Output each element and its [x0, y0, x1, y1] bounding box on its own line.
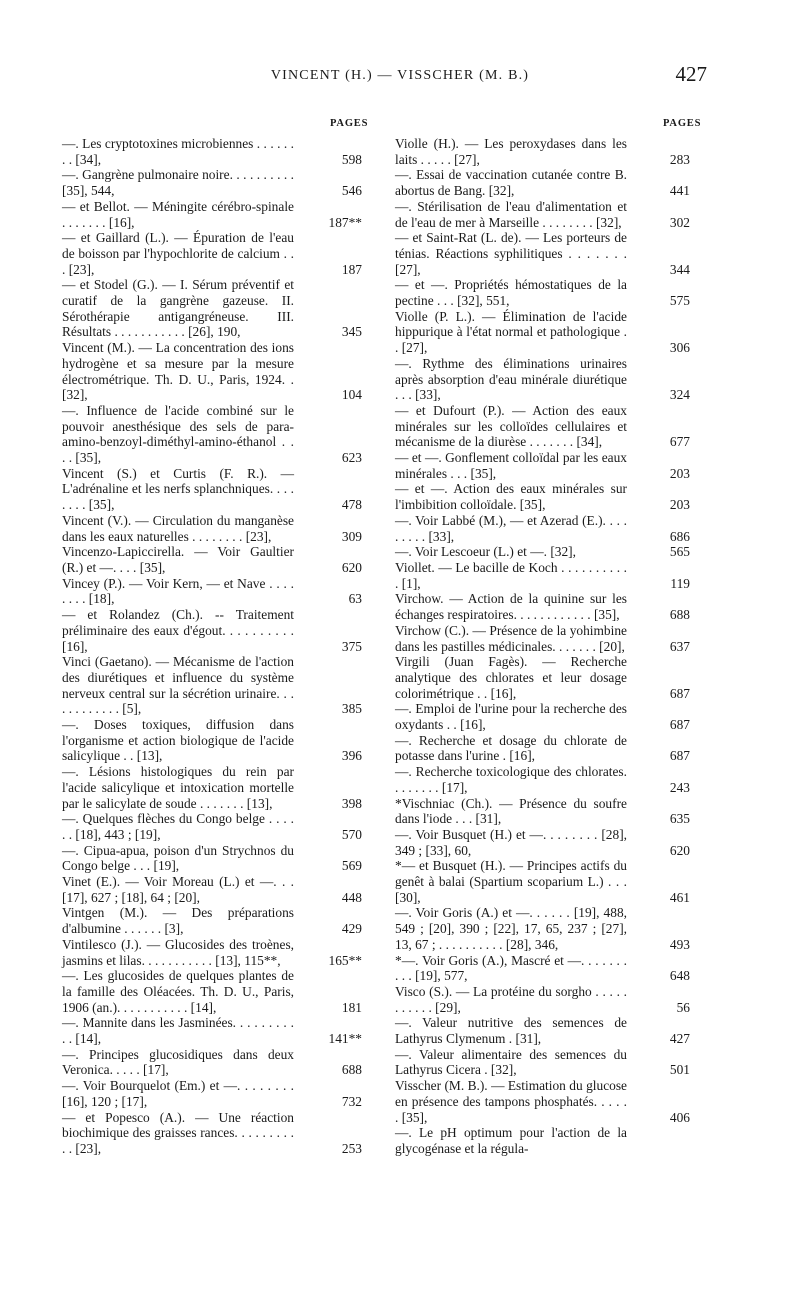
- entry-page-number: 635: [669, 811, 690, 827]
- index-entry: [395, 403, 690, 450]
- entry-page-number: 283: [669, 151, 690, 167]
- entry-text: Vincent (M.). — La concentration des ions hydrogène et sa mesure par la mesure électrométrique. Th. D. U., Paris, 1924. . [32],: [62, 340, 294, 403]
- entry-text: Virgili (Juan Fagès). — Recherche analytique des chlorates et leur dosage colorimétrique . . [16],: [395, 654, 627, 701]
- pages-column-label-right: PAGES: [663, 118, 702, 129]
- entry-page-number: 688: [341, 1062, 362, 1078]
- entry-text: —. Influence de l'acide combiné sur le pouvoir anesthésique des sels de para-amino-benzoyl-diméthyl-amino-éthanol . . . . [35],: [62, 402, 294, 466]
- page-number: 427: [675, 62, 707, 86]
- entry-page-number: 427: [669, 1031, 690, 1047]
- index-entry: [62, 968, 362, 1015]
- entry-text: —. Essai de vaccination cutanée contre B. abortus de Bang. [32],: [395, 167, 627, 199]
- entry-text: — et —. Propriétés hémostatiques de la pectine . . . [32], 551,: [395, 277, 627, 309]
- index-entry: [62, 843, 362, 874]
- entry-text: —. Voir Bourquelot (Em.) et —. . . . . . . . [16], 120 ; [17],: [62, 1078, 294, 1109]
- index-column-right: [395, 136, 690, 1157]
- index-entry: [395, 827, 690, 858]
- entry-text: —. Stérilisation de l'eau d'alimentation et de l'eau de mer à Marseille . . . . . . . . [32],: [395, 198, 627, 230]
- entry-text: —. Gangrène pulmonaire noire. . . . . . . . . . [35], 544,: [62, 167, 294, 199]
- entry-text: Virchow. — Action de la quinine sur les échanges respiratoires. . . . . . . . . . . . [35],: [395, 591, 627, 623]
- entry-page-number: 493: [669, 936, 690, 952]
- index-entry: [395, 905, 690, 952]
- index-entry: [62, 513, 362, 544]
- entry-page-number: 565: [669, 544, 690, 560]
- entry-text: —. Voir Lescoeur (L.) et —. [32],: [395, 544, 576, 560]
- index-entry: [62, 277, 362, 340]
- entry-text: —. Les glucosides de quelques plantes de la famille des Oléacées. Th. D. U., Paris, 1906 (an.). . . . . . . . . . . [14],: [62, 968, 294, 1015]
- index-entry: [62, 1015, 362, 1046]
- entry-page-number: 441: [669, 183, 690, 199]
- entry-text: —. Doses toxiques, diffusion dans l'organisme et action biologique de l'acide salicylique . . [13],: [62, 717, 294, 764]
- index-entry: [395, 199, 690, 230]
- entry-page-number: 181: [341, 999, 362, 1015]
- entry-page-number: 63: [348, 591, 362, 607]
- index-entry: [62, 937, 362, 968]
- index-column-left: [62, 136, 362, 1157]
- index-entry: [62, 167, 362, 198]
- index-entry: [395, 1125, 690, 1156]
- index-entry: [62, 466, 362, 513]
- entry-page-number: 345: [341, 324, 362, 340]
- entry-text: —. Les cryptotoxines microbiennes . . . . . . . . [34],: [62, 136, 294, 167]
- index-entry: [62, 764, 362, 811]
- entry-text: — et Dufourt (P.). — Action des eaux minérales sur les colloïdes cellulaires et mécanisme de la diurèse . . . . . . . [34],: [395, 402, 627, 450]
- entry-text: —. Le pH optimum pour l'action de la glycogénase et la régula-: [395, 1125, 627, 1156]
- entry-page-number: 648: [669, 968, 690, 984]
- entry-page-number: 396: [341, 748, 362, 764]
- entry-text: — et —. Action des eaux minérales sur l'imbibition colloïdale. [35],: [395, 481, 627, 513]
- entry-text: Visscher (M. B.). — Estimation du glucose en présence des tampons phosphatés. . . . . . [35],: [395, 1078, 627, 1125]
- index-entry: [395, 623, 690, 654]
- entry-text: —. Voir Labbé (M.), — et Azerad (E.). . . . . . . . . [33],: [395, 512, 627, 544]
- entry-text: —. Recherche et dosage du chlorate de potasse dans l'urine . [16],: [395, 732, 627, 764]
- entry-page-number: 398: [341, 795, 362, 811]
- entry-page-number: 375: [341, 638, 362, 654]
- entry-page-number: 253: [341, 1141, 362, 1156]
- entry-page-number: 478: [341, 497, 362, 513]
- entry-text: Viollet. — Le bacille de Koch . . . . . . . . . . . [1],: [395, 559, 627, 591]
- index-entry: [395, 701, 690, 732]
- index-entry: [395, 953, 690, 984]
- entry-page-number: 448: [341, 889, 362, 905]
- entry-text: — et Bellot. — Méningite cérébro-spinale . . . . . . . [16],: [62, 198, 294, 230]
- entry-text: —. Lésions histologiques du rein par l'acide salicylique et intoxication mortelle par le salicylate de soude . . . . . . . [13],: [62, 764, 294, 811]
- entry-page-number: 461: [669, 889, 690, 905]
- index-entry: [62, 811, 362, 842]
- entry-page-number: 546: [341, 183, 362, 199]
- entry-text: Visco (S.). — La protéine du sorgho . . . . . . . . . . . [29],: [395, 983, 627, 1015]
- index-entry: [395, 764, 690, 795]
- entry-text: —. Cipua-apua, poison d'un Strychnos du Congo belge . . . [19],: [62, 842, 294, 874]
- entry-text: —. Valeur alimentaire des semences du Lathyrus Cicera . [32],: [395, 1046, 627, 1078]
- entry-page-number: 187: [341, 261, 362, 277]
- index-entry: [395, 1047, 690, 1078]
- entry-page-number: 344: [669, 261, 690, 277]
- entry-page-number: 385: [341, 701, 362, 717]
- entry-page-number: 687: [669, 717, 690, 733]
- entry-text: Vincent (S.) et Curtis (F. R.). — L'adrénaline et les nerfs splanchniques. . . . . . . . [35],: [62, 465, 294, 513]
- index-entry: [395, 654, 690, 701]
- entry-page-number: 620: [669, 842, 690, 858]
- index-entry: [395, 481, 690, 512]
- entry-page-number: 732: [341, 1093, 362, 1109]
- index-entry: [62, 1078, 362, 1109]
- entry-page-number: 677: [669, 434, 690, 450]
- entry-text: —. Valeur nutritive des semences de Lathyrus Clymenum . [31],: [395, 1015, 627, 1047]
- index-entry: [395, 450, 690, 481]
- index-entry: [62, 199, 362, 230]
- entry-text: —. Mannite dans les Jasminées. . . . . . . . . . . [14],: [62, 1015, 294, 1047]
- index-entry: [62, 1047, 362, 1078]
- index-entry: [395, 136, 690, 167]
- index-entry: [62, 544, 362, 575]
- entry-text: —. Recherche toxicologique des chlorates. . . . . . . . [17],: [395, 764, 627, 795]
- entry-page-number: 119: [670, 575, 690, 591]
- entry-text: Vintilesco (J.). — Glucosides des troènes, jasmins et lilas. . . . . . . . . . . [13], 115**,: [62, 936, 294, 968]
- entry-text: Vincenzo-Lapiccirella. — Voir Gaultier (R.) et —. . . . [35],: [62, 544, 294, 575]
- entry-text: — et —. Gonflement colloïdal par les eaux minérales . . . [35],: [395, 450, 627, 481]
- index-entry: [395, 1015, 690, 1046]
- index-entry: [395, 858, 690, 905]
- index-entry: [62, 136, 362, 167]
- entry-page-number: 570: [341, 826, 362, 842]
- entry-page-number: 687: [669, 748, 690, 764]
- index-entry: [395, 513, 690, 544]
- entry-page-number: 687: [669, 685, 690, 701]
- entry-page-number: 575: [669, 293, 690, 309]
- entry-page-number: 688: [669, 607, 690, 623]
- entry-text: Vincey (P.). — Voir Kern, — et Nave . . . . . . . . [18],: [62, 575, 294, 607]
- entry-page-number: 406: [669, 1109, 690, 1125]
- entry-text: Vinci (Gaetano). — Mécanisme de l'action des diurétiques et influence du système nerveux central sur la sécrétion urinaire. . . . . . . . . . . . [5],: [62, 654, 294, 717]
- entry-page-number: 306: [669, 340, 690, 356]
- index-entry: [395, 230, 690, 277]
- index-entry: [62, 576, 362, 607]
- entry-page-number: 165**: [328, 952, 362, 968]
- index-entry: [395, 984, 690, 1015]
- entry-text: — et Rolandez (Ch.). -- Traitement préliminaire des eaux d'égout. . . . . . . . . . [16],: [62, 607, 294, 654]
- index-entry: [395, 356, 690, 403]
- entry-page-number: 243: [669, 779, 690, 795]
- entry-page-number: 141**: [328, 1031, 362, 1047]
- index-entry: [62, 607, 362, 654]
- index-entry: [395, 544, 690, 560]
- entry-page-number: 302: [669, 214, 690, 230]
- entry-page-number: 187**: [328, 214, 362, 230]
- entry-text: —. Voir Goris (A.) et —. . . . . . [19], 488, 549 ; [20], 390 ; [22], 17, 65, 237 ; [27], 13, 67 ; . . . . . . . . . . [28], 346,: [395, 905, 627, 952]
- index-entry: [62, 403, 362, 466]
- entry-page-number: 623: [341, 450, 362, 466]
- index-entry: [62, 1110, 362, 1157]
- index-entry: [62, 874, 362, 905]
- entry-text: Vincent (V.). — Circulation du manganèse dans les eaux naturelles . . . . . . . . [23],: [62, 512, 294, 544]
- pages-column-label-left: PAGES: [330, 118, 369, 129]
- index-entry: [395, 796, 690, 827]
- index-entry: [395, 560, 690, 591]
- entry-text: *— et Busquet (H.). — Principes actifs du genêt à balai (Spartium scoparium L.) . . . [30],: [395, 858, 627, 905]
- entry-text: Vinet (E.). — Voir Moreau (L.) et —. . . [17], 627 ; [18], 64 ; [20],: [62, 874, 294, 905]
- running-head: VINCENT (H.) — VISSCHER (M. B.): [270, 68, 530, 83]
- entry-page-number: 309: [341, 528, 362, 544]
- entry-page-number: 569: [341, 858, 362, 874]
- index-entry: [395, 167, 690, 198]
- entry-text: —. Emploi de l'urine pour la recherche des oxydants . . [16],: [395, 701, 627, 733]
- index-entry: [395, 1078, 690, 1125]
- entry-text: — et Saint-Rat (L. de). — Les porteurs de ténias. Réactions syphilitiques . . . . . . . [27],: [395, 230, 627, 277]
- entry-text: *—. Voir Goris (A.), Mascré et —. . . . . . . . . . [19], 577,: [395, 952, 627, 984]
- index-entry: [395, 591, 690, 622]
- entry-text: — et Stodel (G.). — I. Sérum préventif et curatif de la gangrène gazeuse. II. Sérothérapie antigangréneuse. III. Résultats . . . . . . . . . . . [26], 190,: [62, 277, 294, 340]
- entry-text: —. Voir Busquet (H.) et —. . . . . . . . [28], 349 ; [33], 60,: [395, 826, 627, 858]
- entry-text: — et Popesco (A.). — Une réaction biochimique des graisses rances. . . . . . . . . . . [23],: [62, 1109, 294, 1156]
- index-entry: [62, 654, 362, 717]
- entry-text: —. Principes glucosidiques dans deux Veronica. . . . . [17],: [62, 1046, 294, 1078]
- entry-text: Vintgen (M.). — Des préparations d'albumine . . . . . . [3],: [62, 905, 294, 937]
- index-entry: [395, 309, 690, 356]
- index-entry: [395, 277, 690, 308]
- index-entry: [62, 340, 362, 403]
- entry-page-number: 598: [341, 151, 362, 167]
- index-entry: [62, 230, 362, 277]
- entry-page-number: 56: [676, 999, 690, 1015]
- index-entry: [62, 905, 362, 936]
- index-entry: [395, 733, 690, 764]
- entry-text: *Vischniac (Ch.). — Présence du soufre dans l'iode . . . [31],: [395, 795, 627, 827]
- entry-page-number: 203: [669, 465, 690, 481]
- entry-text: —. Rythme des éliminations urinaires après absorption d'eau minérale diurétique . . . [33],: [395, 355, 627, 403]
- entry-page-number: 686: [669, 528, 690, 544]
- entry-page-number: 324: [669, 387, 690, 403]
- entry-page-number: 637: [669, 638, 690, 654]
- entry-text: Violle (H.). — Les peroxydases dans les laits . . . . . [27],: [395, 136, 627, 167]
- entry-text: Violle (P. L.). — Élimination de l'acide hippurique à l'état normal et pathologique . . [27],: [395, 308, 627, 356]
- entry-text: Virchow (C.). — Présence de la yohimbine dans les pastilles médicinales. . . . . . . [20],: [395, 622, 627, 654]
- entry-text: —. Quelques flèches du Congo belge . . . . . . [18], 443 ; [19],: [62, 811, 294, 842]
- entry-page-number: 104: [341, 387, 362, 403]
- entry-page-number: 620: [341, 559, 362, 575]
- index-entry: [62, 717, 362, 764]
- entry-text: — et Gaillard (L.). — Épuration de l'eau de boisson par l'hypochlorite de calcium . . . [23],: [62, 230, 294, 277]
- entry-page-number: 501: [669, 1062, 690, 1078]
- entry-page-number: 429: [341, 921, 362, 937]
- entry-page-number: 203: [669, 497, 690, 513]
- page-header: [0, 62, 800, 92]
